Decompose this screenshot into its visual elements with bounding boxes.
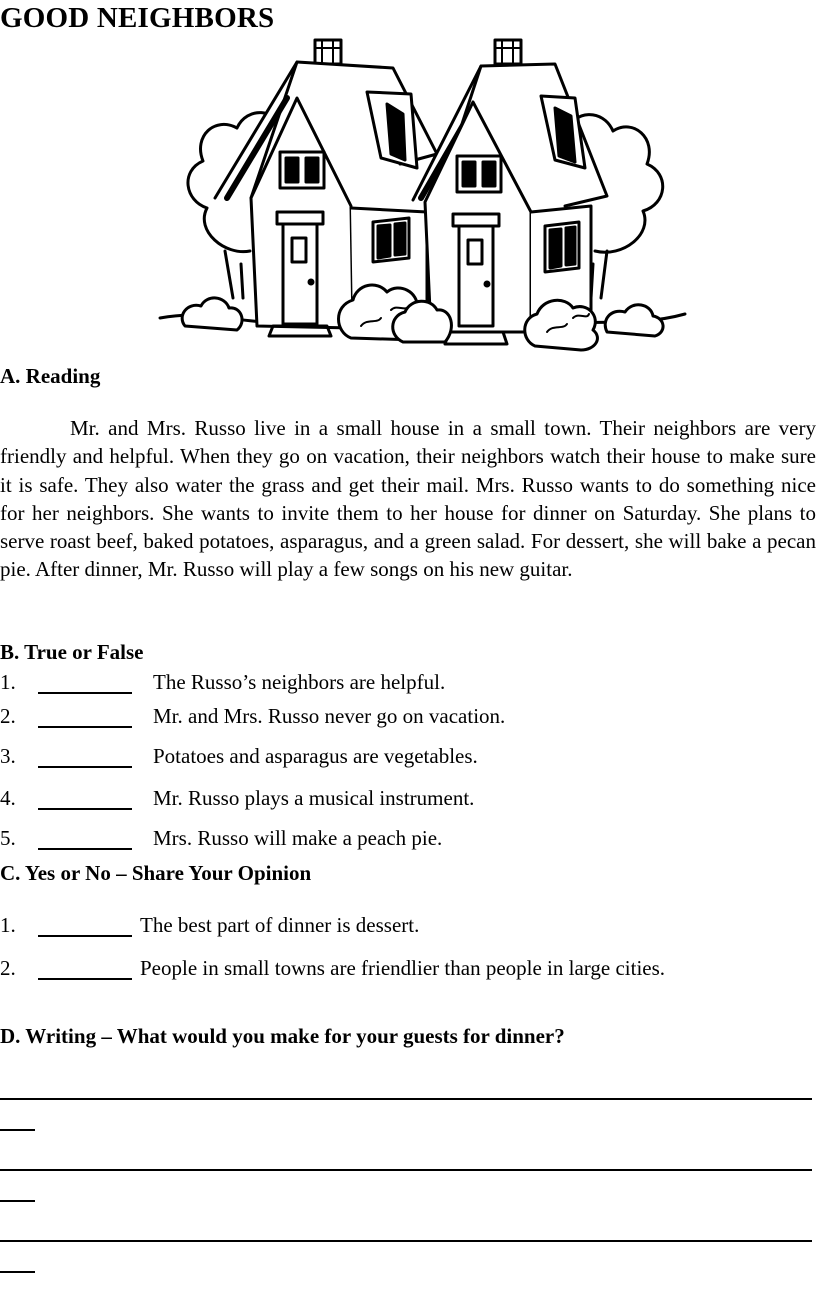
- question-text: Mr. and Mrs. Russo never go on vacation.: [153, 704, 506, 728]
- question-text: Mr. Russo plays a musical instrument.: [153, 786, 475, 810]
- reading-passage: Mr. and Mrs. Russo live in a small house in a small town. Their neighbors are very friendly and helpful. When they go on vacation, their neighbors watch their house to make sure it is safe. They also water the grass and get their mail. Mrs. Russo wants to do something nice for her neighbors. She wants to invite them to her house for dinner on Saturday. She plans to serve roast beef, baked potatoes, asparagus, and a green salad. For dessert, she will bake a pecan pie. After dinner, Mr. Russo will play a few songs on his new guitar.: [0, 416, 816, 582]
- question-text: Mrs. Russo will make a peach pie.: [153, 826, 443, 850]
- answer-blank[interactable]: [38, 692, 132, 694]
- writing-line-end[interactable]: [0, 1271, 35, 1273]
- writing-line-end[interactable]: [0, 1200, 35, 1202]
- page-title: GOOD NEIGHBORS: [0, 2, 275, 34]
- writing-line-end[interactable]: [0, 1129, 35, 1131]
- question-number: 4.: [0, 786, 16, 810]
- question-text: The best part of dinner is dessert.: [140, 913, 420, 937]
- section-b-heading: B. True or False: [0, 640, 144, 664]
- question-number: 1.: [0, 670, 16, 694]
- two-houses-with-trees-drawing: [155, 36, 690, 356]
- answer-blank[interactable]: [38, 808, 132, 810]
- question-text: The Russo’s neighbors are helpful.: [153, 670, 446, 694]
- question-number: 2.: [0, 956, 16, 980]
- answer-blank[interactable]: [38, 935, 132, 937]
- answer-blank[interactable]: [38, 726, 132, 728]
- answer-blank[interactable]: [38, 848, 132, 850]
- question-number: 1.: [0, 913, 16, 937]
- answer-blank[interactable]: [38, 978, 132, 980]
- answer-blank[interactable]: [38, 766, 132, 768]
- section-a-heading: A. Reading: [0, 364, 101, 388]
- question-number: 5.: [0, 826, 16, 850]
- question-number: 2.: [0, 704, 16, 728]
- question-number: 3.: [0, 744, 16, 768]
- question-text: Potatoes and asparagus are vegetables.: [153, 744, 478, 768]
- question-text: People in small towns are friendlier than people in large cities.: [140, 956, 666, 980]
- section-c-heading: C. Yes or No – Share Your Opinion: [0, 861, 312, 885]
- section-d-heading: D. Writing – What would you make for your guests for dinner?: [0, 1024, 565, 1048]
- writing-line[interactable]: [0, 1240, 812, 1242]
- writing-line[interactable]: [0, 1098, 812, 1100]
- writing-line[interactable]: [0, 1169, 812, 1171]
